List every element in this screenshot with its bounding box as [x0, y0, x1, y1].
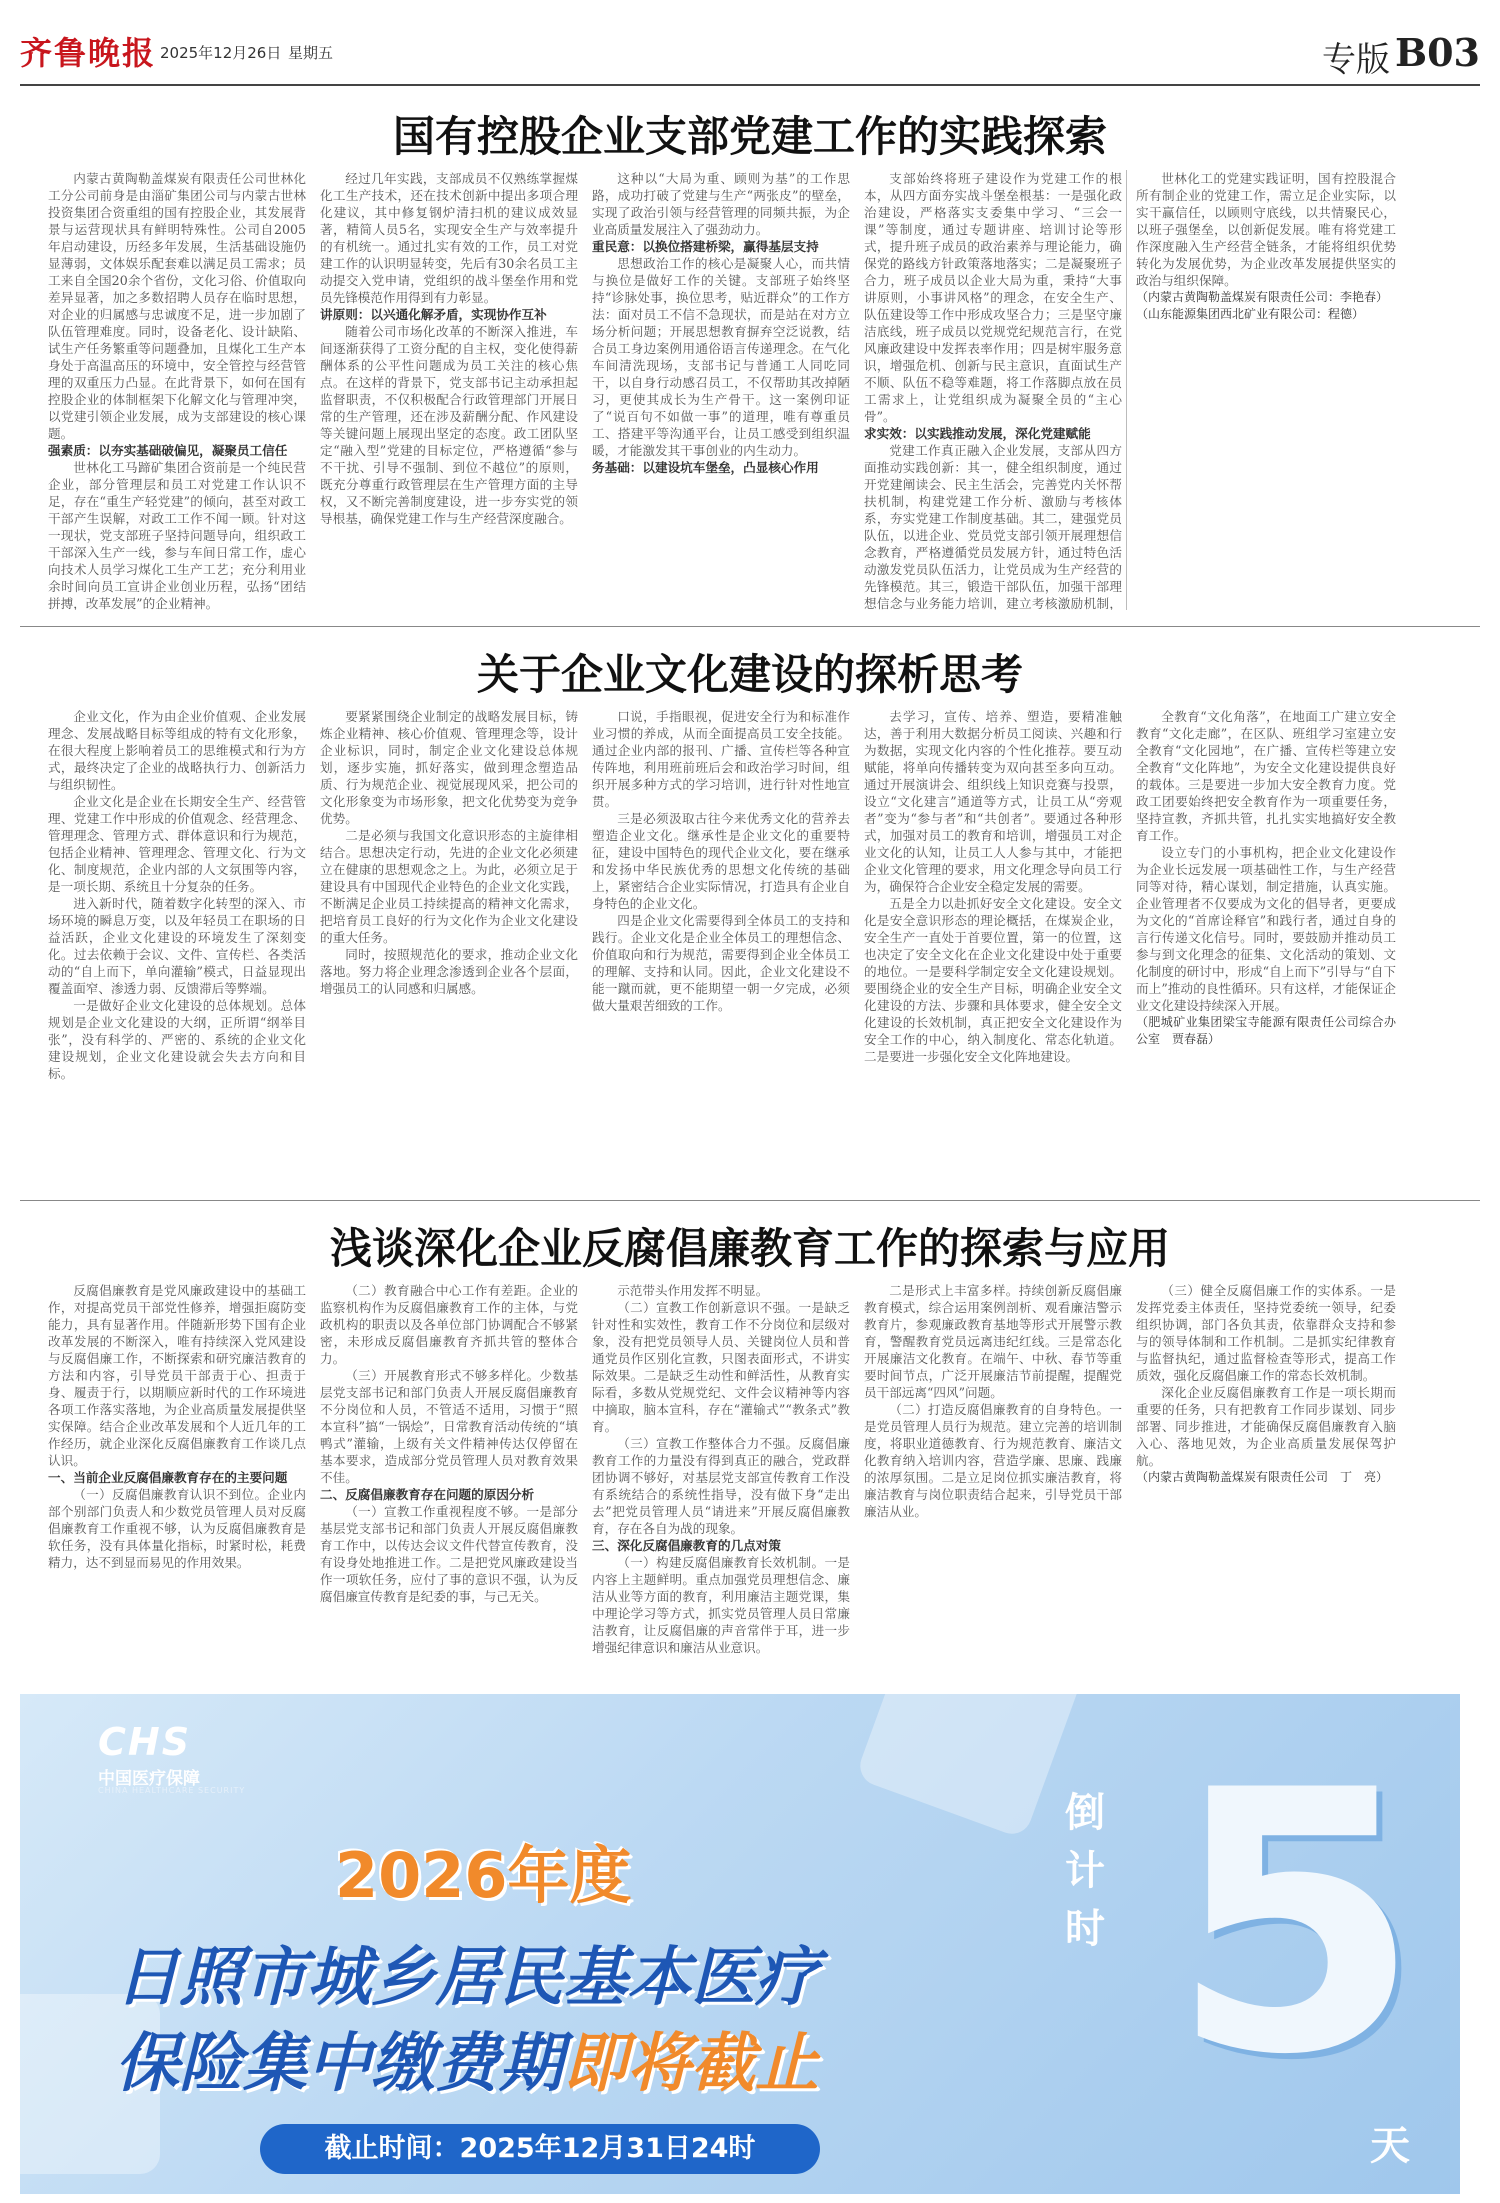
paragraph: （一）反腐倡廉教育认识不到位。企业内部个别部门负责人和少数党员管理人员对反腐倡廉教育工作重视不够，认为反腐倡廉教育是软任务，没有具体量化指标，时紧时松，耗费精力，达不到显而易见的作用效果。 — [48, 1487, 306, 1570]
paragraph: 进入新时代，随着数字化转型的深入、市场环境的瞬息万变，以及年轻员工在职场的日益活跃，企业文化建设的环境发生了深刻变化。过去依赖于会议、文件、宣传栏、各类活动的“自上而下，单向灌输”模式，日益显现出覆盖面窄、渗透力弱、反馈滞后等弊端。 — [48, 896, 306, 996]
ad-headline-line2-text: 保险集中缴费期 — [115, 2027, 563, 2101]
paragraph: 反腐倡廉教育是党风廉政建设中的基础工作，对提高党员干部党性修养，增强拒腐防变能力，具有显著作用。伴随新形势下国有企业改革发展的不断深入，唯有持续深入党风建设与反腐倡廉工作，不断探索和研究廉洁教育的方法和内容，引导党员干部责于心、担责于身、履责于行，以期顺应新时代的工作环境进各项工作落实落地，为企业高质量发展提供坚实保障。结合企业改革发展和个人近几年的工作经历，就企业深化反腐倡廉教育工作谈几点认识。 — [48, 1283, 306, 1468]
article1-col1-paragraphs — [48, 170, 306, 442]
article3-column-1 — [48, 1282, 306, 1682]
article1-col3b-paragraphs — [592, 255, 850, 459]
article1-byline-2: （山东能源集团西北矿业有限公司：程德） — [1136, 307, 1365, 321]
paragraph: 四是企业文化需要得到全体员工的支持和践行。企业文化是企业全体员工的理想信念、价值取向和行为规范，需要得到企业全体员工的理解、支持和认同。因此，企业文化建设不能一蹴而就，更不能期望一朝一夕完成，必须做大量艰苦细致的工作。 — [592, 913, 850, 1013]
article1-subhead-2: 讲原则：以兴通化解矛盾，实现协作互补 — [320, 307, 547, 322]
article3-title: 浅谈深化企业反腐倡廉教育工作的探索与应用 — [329, 1224, 1170, 1273]
paragraph: 企业文化是企业在长期安全生产、经营管理、党建工作中形成的价值观念、经营理念、管理理念、管理方式、群体意识和行为规范，包括企业精神、管理理念、管理文化、行为文化、制度规范，企业内部的人文氛围等内容，是一项长期、系统且十分复杂的任务。 — [48, 794, 306, 894]
paragraph: 设立专门的小事机构，把企业文化建设作为企业长远发展一项基础性工作，与生产经营同等对待，精心谋划，制定措施，认真实施。企业管理者不仅要成为文化的倡导者，更要成为文化的“首席诠释官”和践行者，通过自身的言行传递文化信号。同时，要鼓励并推动员工参与到文化理念的征集、文化活动的策划、文化制度的研讨中，形成“自上而下”引导与“自下而上”推动的良性循环。只有这样，才能保证企业文化建设持续深入开展。 — [1136, 845, 1396, 1013]
article3-column-5 — [1136, 1282, 1396, 1682]
article3-col5-paragraphs — [1136, 1282, 1396, 1469]
masthead-rule — [20, 84, 1480, 86]
paragraph: （三）宣教工作整体合力不强。反腐倡廉教育工作的力量没有得到真正的融合，党政群团协调不够好，对基层党支部宣传教育工作没有系统结合的系统性指导，没有做下身“走出去”把党员管理人员“请进来”开展反腐倡廉教育，存在各自为战的现象。 — [592, 1436, 850, 1536]
section-label: 专版 — [1322, 40, 1390, 80]
article1-column-3 — [592, 170, 850, 610]
article3-col4-paragraphs — [864, 1282, 1122, 1520]
ad-countdown-label: 倒计时 — [1065, 1790, 1105, 1952]
paragraph: 五是全力以赴抓好安全文化建设。安全文化是安全意识形态的理论概括，在煤炭企业，安全生产一直处于首要位置，第一的位置，这也决定了安全文化在企业文化建设中处于重要的地位。一是要科学制定安全文化建设规划。要围绕企业的安全生产目标，明确企业安全文化建设的方法、步骤和具体要求，健全安全文化建设的长效机制，真正把安全文化建设作为安全工作的中心，纳入制度化、常态化轨道。二是要进一步强化安全文化阵地建设。 — [864, 896, 1122, 1064]
article1-column-2 — [320, 170, 578, 610]
article1-column-1 — [48, 170, 306, 610]
article2-col1-paragraphs — [48, 708, 306, 1082]
paragraph: 企业文化，作为由企业价值观、企业发展理念、发展战略目标等组成的特有文化形象，在很大程度上影响着员工的思维模式和行为方式，最终决定了企业的战略执行力、创新活力与组织韧性。 — [48, 709, 306, 792]
paragraph: 二是形式上丰富多样。持续创新反腐倡廉教育模式，综合运用案例剖析、观看廉洁警示教育片，参观廉政教育基地等形式开展警示教育，警醒教育党员远离违纪红线。三是常态化开展廉洁文化教育。在端午、中秋、春节等重要时间节点，广泛开展廉洁节前提醒，提醒党员干部远离“四风”问题。 — [864, 1283, 1122, 1400]
article3-col2-paragraphs — [320, 1282, 578, 1486]
article2-col3-paragraphs — [592, 708, 850, 1014]
page-number: B03 — [1395, 30, 1480, 75]
article1-divider — [1126, 170, 1127, 610]
article2-title: 关于企业文化建设的探析思考 — [476, 650, 1023, 699]
ad-headline-highlight: 即将截止 — [563, 2027, 819, 2101]
article3-column-2 — [320, 1282, 578, 1682]
paragraph: （三）开展教育形式不够多样化。少数基层党支部书记和部门负责人开展反腐倡廉教育不分岗位和人员，不管适不适用，习惯于“照本宣科”搞“一锅烩”，日常教育活动传统的“填鸭式”灌输，上级有关文件精神传达仅停留在基本要求，造成部分党员管理人员对教育效果不佳。 — [320, 1368, 578, 1485]
paragraph: 这种以“大局为重、顾则为基”的工作思路，成功打破了党建与生产“两张皮”的壁垒，实现了政治引领与经营管理的同频共振，为企业高质量发展注入了强劲动力。 — [592, 171, 850, 237]
paragraph: 口说，手指眼视，促进安全行为和标准作业习惯的养成，从而全面提高员工安全技能。通过企业内部的报刊、广播、宣传栏等各种宣传阵地，利用班前班后会和政治学习时间，组织开展多种方式的学习培训，进行针对性地宣贯。 — [592, 709, 850, 809]
ad-days-unit: 天 — [1370, 2123, 1410, 2169]
article3-col3b-paragraphs — [592, 1554, 850, 1656]
article1-col3-paragraphs — [592, 170, 850, 238]
ad-days-number: 5 — [1170, 1714, 1421, 2133]
paragraph: 全教育“文化角落”，在地面工广建立安全教育“文化走廊”，在区队、班组学习室建立安全教育“文化园地”，在广播、宣传栏等建立安全教育“文化阵地”，为安全文化建设提供良好的载体。三是要进一步加大安全教育力度。党政工团要始终把安全教育作为一项重要任务，坚持宣教，齐抓共管，扎扎实实地搞好安全教育工作。 — [1136, 709, 1396, 843]
article1-byline-1: （内蒙古黄陶勒盖煤炭有限责任公司：李艳春） — [1136, 290, 1389, 304]
article3-subhead-3: 三、深化反腐倡廉教育的几点对策 — [592, 1538, 781, 1553]
paragraph: 世林化工马蹄矿集团合资前是一个纯民营企业，部分管理层和员工对党建工作认识不足，存在“重生产轻党建”的倾向，甚至对政工干部产生误解，对政工工作不闻一顾。针对这一现状，党支部班子坚持问题导向，组织政工干部深入生产一线，参与车间日常工作，虚心向技术人员学习煤化工生产工艺；充分利用业余时间向员工宣讲企业创业历程，弘扬“团结拼搏，改革发展”的企业精神。 — [48, 460, 306, 610]
article1-title: 国有控股企业支部党建工作的实践探索 — [392, 112, 1107, 161]
article3-column-4 — [864, 1282, 1122, 1682]
article1-col4b-paragraphs — [864, 442, 1122, 610]
article3-col1-paragraphs — [48, 1282, 306, 1469]
decorative-shape — [855, 1694, 1086, 1839]
paragraph: 内蒙古黄陶勒盖煤炭有限责任公司世林化工分公司前身是由淄矿集团公司与内蒙古世林投资集团合资重组的国有控股企业，其发展背景与运营现状具有鲜明特殊性。公司自2005年启动建设，历经多年发展，生活基础设施仍显薄弱，文体娱乐配套难以满足员工需求；员工来自全国20余个省份，文化习俗、价值取向差异显著，加之多数招聘人员存在临时思想，对企业的归属感与忠诚度不足，进一步加剧了队伍管理难度。同时，设备老化、设计缺陷、试生产任务繁重等问题叠加，且煤化工生产本身处于高温高压的环境中，安全管控与经营管理的双重压力凸显。在此背景下，如何在国有控股企业的体制框架下化解文化与管理冲突，以党建引领企业发展，成为支部建设的核心课题。 — [48, 171, 306, 441]
paragraph: （二）打造反腐倡廉教育的自身特色。一是党员管理人员行为规范。建立完善的培训制度，将职业道德教育、行为规范教育、廉洁文化教育纳入培训内容，营造学廉、思廉、践廉的浓厚氛围。二是立足岗位抓实廉洁教育，将廉洁教育与岗位职责结合起来，引导党员干部廉洁从业。 — [864, 1402, 1122, 1519]
article3-col2b-paragraphs — [320, 1503, 578, 1605]
paragraph: 一是做好企业文化建设的总体规划。总体规划是企业文化建设的大纲，正所谓“纲举目张”，没有科学的、严密的、系统的企业文化建设规划，企业文化建设就会失去方向和目标。 — [48, 998, 306, 1081]
masthead — [20, 28, 1480, 88]
article1-subhead-1: 强素质：以夯实基础破偏见，凝聚员工信任 — [48, 443, 288, 458]
paragraph: 同时，按照规范化的要求，推动企业文化落地。努力将企业理念渗透到企业各个层面，增强员工的认同感和归属感。 — [320, 947, 578, 996]
ad-org-name: 中国医疗保障 — [98, 1769, 200, 1789]
paragraph: 思想政治工作的核心是凝聚人心，而共情与换位是做好工作的关键。支部班子始终坚持“诊脉处事，换位思考，贴近群众”的工作方法：面对员工不信不急现状，而是站在对方立场分析问题；开展思想教育摒弃空泛说教，结合员工身边案例用通俗语言传递理念。在气化车间清洗现场，支部书记与普通工人同吃同干，以自身行动感召员工，不仅帮助其改掉陋习，更使其成长为生产骨干。这一案例印证了“说百句不如做一事”的道理，唯有尊重员工、搭建平等沟通平台，让员工感受到组织温暖，才能激发其干事创业的内生动力。 — [592, 256, 850, 458]
article2-byline: （肥城矿业集团梁宝寺能源有限责任公司综合办公室 贾春磊） — [1136, 1015, 1396, 1046]
issue-date: 2025年12月26日 — [160, 44, 282, 62]
paragraph: 党建工作真正融入企业发展，支部从四方面推动实践创新：其一，健全组织制度，通过开党建阐读会、民主生活会，完善党内关怀帮扶机制，构建党建工作分析、激励与考核体系，夯实党建工作制度基础。其二，建强党员队伍，以进企业、党员党支部引领开展理想信念教育，严格遵循党员发展方针，通过特色活动激发党员队伍活力，让党员成为生产经营的先锋模范。其三，锻造干部队伍，加强干部理想信念与业务能力培训，建立考核激励机制， — [864, 443, 1122, 610]
ad-headline-line1: 日照市城乡居民基本医疗 — [115, 1941, 819, 2015]
article2-col4-paragraphs — [864, 708, 1122, 1065]
article3-column-3 — [592, 1282, 850, 1682]
article1-subhead-5: 求实效：以实践推动发展，深化党建赋能 — [864, 426, 1091, 441]
chs-logo: CHS — [98, 1720, 192, 1764]
medical-insurance-ad — [20, 1694, 1460, 2194]
article3-col3-paragraphs — [592, 1282, 850, 1537]
article1-col2-paragraphs — [320, 170, 578, 306]
ad-headline-line2 — [115, 2012, 819, 2104]
article1-subhead-3: 重民意：以换位搭建桥梁，赢得基层支持 — [592, 239, 819, 254]
paragraph: （二）宣教工作创新意识不强。一是缺乏针对性和实效性，教育工作不分岗位和层级对象，没有把党员领导人员、关键岗位人员和普通党员作区别化宣教，只图表面形式，不讲实际效果。二是缺乏生动性和鲜活性，从教育实际看，多数从党规党纪、文件会议精神等内容中摘取，脑本宣科，存在“灌输式”“教条式”教育。 — [592, 1300, 850, 1434]
ad-deadline-pill: 截止时间：2025年12月31日24时 — [260, 2124, 820, 2174]
issue-weekday: 星期五 — [288, 44, 334, 62]
paragraph: （二）教育融合中心工作有差距。企业的监察机构作为反腐倡廉教育工作的主体，与党政机构的职责以及各单位部门协调配合不够紧密，未形成反腐倡廉教育齐抓共管的整体合力。 — [320, 1283, 578, 1366]
ad-year: 2026年度 — [335, 1839, 632, 1912]
article1-subhead-4: 务基础：以建设坑车堡垒，凸显核心作用 — [592, 460, 819, 475]
article1-col4-paragraphs — [864, 170, 1122, 425]
article3-byline: （内蒙古黄陶勒盖煤炭有限责任公司 丁 亮） — [1136, 1470, 1389, 1484]
paragraph: 要紧紧围绕企业制定的战略发展目标，铸炼企业精神、核心价值观、管理理念等，设计企业标识，同时，制定企业文化建设总体规划，逐步实施，抓好落实，做到理念塑造品质、行为规范企业、视觉展现风采，把公司的文化形象变为市场形象，把文化优势变为竞争优势。 — [320, 709, 578, 826]
paragraph: （一）构建反腐倡廉教育长效机制。一是内容上主题鲜明。重点加强党员理想信念、廉洁从业等方面的教育，利用廉洁主题党课，集中理论学习等方式，抓实党员管理人员日常廉洁教育，让反腐倡廉的声音常伴于耳，进一步增强纪律意识和廉洁从业意识。 — [592, 1555, 850, 1655]
ad-org-english: CHINA HEALTHCARE SECURITY — [98, 1786, 246, 1795]
article2-column-5 — [1136, 708, 1396, 1186]
article2-column-3 — [592, 708, 850, 1186]
paragraph: 世林化工的党建实践证明，国有控股混合所有制企业的党建工作，需立足企业实际，以实干赢信任，以顾则守底线，以共情聚民心，以班子强堡垒，以创新促发展。唯有将党建工作深度融入生产经营全链条，才能将组织优势转化为发展优势，为企业改革发展提供坚实的政治与组织保障。 — [1136, 171, 1396, 288]
article2-col5-paragraphs — [1136, 708, 1396, 1014]
paragraph: 去学习，宣传、培养、塑造，要精准触达，善于利用大数据分析员工阅读、兴趣和行为数据，实现文化内容的个性化推荐。要互动赋能，将单向传播转变为双向甚至多向互动。通过开展演讲会、组织线上知识竞赛与投票，设立“文化建言”通道等方式，让员工从“旁观者”变为“参与者”和“共创者”。要通过各种形式，加强对员工的教育和培训，增强员工对企业文化的认知，让员工人人参与其中，才能把企业文化管理的要求，用文化理念导向员工行为，确保符合企业安全稳定发展的需要。 — [864, 709, 1122, 894]
paragraph: 三是必须汲取古往今来优秀文化的营养去塑造企业文化。继承性是企业文化的重要特征，建设中国特色的现代企业文化，要在继承和发扬中华民族优秀的思想文化传统的基础上，紧密结合企业实际情况，打造具有企业自身特色的企业文化。 — [592, 811, 850, 911]
article1-column-4 — [864, 170, 1122, 610]
paragraph: 支部始终将班子建设作为党建工作的根本，从四方面夯实战斗堡垒根基：一是强化政治建设，严格落实支委集中学习、“三会一课”等制度，通过专题讲座、培训讨论等形式，提升班子成员的政治素养与理论能力，确保党的路线方针政策落地落实；二是凝聚班子合力，班子成员以企业大局为重，秉持“大事讲原则，小事讲风格”的理念，在安全生产、队伍建设等工作中形成攻坚合力；三是坚守廉洁底线，班子成员以党规党纪规范言行，在党风廉政建设中发挥表率作用；四是树牢服务意识，增强危机、创新与民主意识，直面试生产不顺、队伍不稳等难题，将工作落脚点放在员工需求上，让党组织成为凝聚全员的“主心骨”。 — [864, 171, 1122, 424]
article1-col5-paragraphs — [1136, 170, 1396, 289]
article1-bottom-rule — [20, 626, 1480, 627]
article1-column-5 — [1136, 170, 1396, 610]
article3-subhead-2: 二、反腐倡廉教育存在问题的原因分析 — [320, 1487, 535, 1502]
article2-column-4 — [864, 708, 1122, 1186]
article3-subhead-1: 一、当前企业反腐倡廉教育存在的主要问题 — [48, 1470, 288, 1485]
article1-col2b-paragraphs — [320, 323, 578, 527]
paragraph: 深化企业反腐倡廉教育工作是一项长期而重要的任务，只有把教育工作同步谋划、同步部署、同步推进，才能确保反腐倡廉教育入脑入心、落地见效，为企业高质量发展保驾护航。 — [1136, 1385, 1396, 1468]
article2-column-1 — [48, 708, 306, 1186]
article2-column-2 — [320, 708, 578, 1186]
article2-bottom-rule — [20, 1200, 1480, 1201]
newspaper-logo: 齐鲁晚报 — [20, 34, 157, 72]
paragraph: 经过几年实践，支部成员不仅熟练掌握煤化工生产技术，还在技术创新中提出多项合理化建议，其中修复钢炉清扫机的建议成效显著，精简人员5名，实现安全生产与效率提升的有机统一。通过扎实有效的工作，员工对党建工作的认识明显转变，先后有30余名员工主动提交入党申请，党组织的战斗堡垒作用和党员先锋模范作用得到有力彰显。 — [320, 171, 578, 305]
article1-col1b-paragraphs — [48, 459, 306, 610]
paragraph: 随着公司市场化改革的不断深入推进，车间逐渐获得了工资分配的自主权，变化使得薪酬体系的公平性问题成为员工关注的核心焦点。在这样的背景下，党支部书记主动承担起监督职责，不仅积极配合行政管理部门开展日常的生产管理，还在涉及薪酬分配、作风建设等关键问题上展现出坚定的态度。政工团队坚定“融入型”党建的目标定位，严格遵循“参与不干扰、引导不强制、到位不越位”的原则，既充分尊重行政管理层在生产管理方面的主导权，又不断完善制度建设，进一步夯实党的领导根基，确保党建工作与生产经营深度融合。 — [320, 324, 578, 526]
paragraph: （一）宣教工作重视程度不够。一是部分基层党支部书记和部门负责人开展反腐倡廉教育工作中，以传达会议文件代替宣传教育，没有设身处地推进工作。二是把党风廉政建设当作一项软任务，应付了事的意识不强，认为反腐倡廉宣传教育是纪委的事，与己无关。 — [320, 1504, 578, 1604]
paragraph: （三）健全反腐倡廉工作的实体系。一是发挥党委主体责任，坚持党委统一领导，纪委组织协调，部门各负其责，依靠群众支持和参与的领导体制和工作机制。二是抓实纪律教育与监督执纪，通过监督检查等形式，提高工作质效，强化反腐倡廉工作的常态长效机制。 — [1136, 1283, 1396, 1383]
paragraph: 示范带头作用发挥不明显。 — [617, 1283, 769, 1298]
article2-col2-paragraphs — [320, 708, 578, 997]
paragraph: 二是必须与我国文化意识形态的主旋律相结合。思想决定行动，先进的企业文化必须建立在健康的思想观念之上。为此，必须立足于建设具有中国现代企业特色的企业文化实践，不断满足企业员工持续提高的精神文化需求，把培育员工良好的行为文化作为企业文化建设的重大任务。 — [320, 828, 578, 945]
article3-col1b-paragraphs — [48, 1486, 306, 1571]
